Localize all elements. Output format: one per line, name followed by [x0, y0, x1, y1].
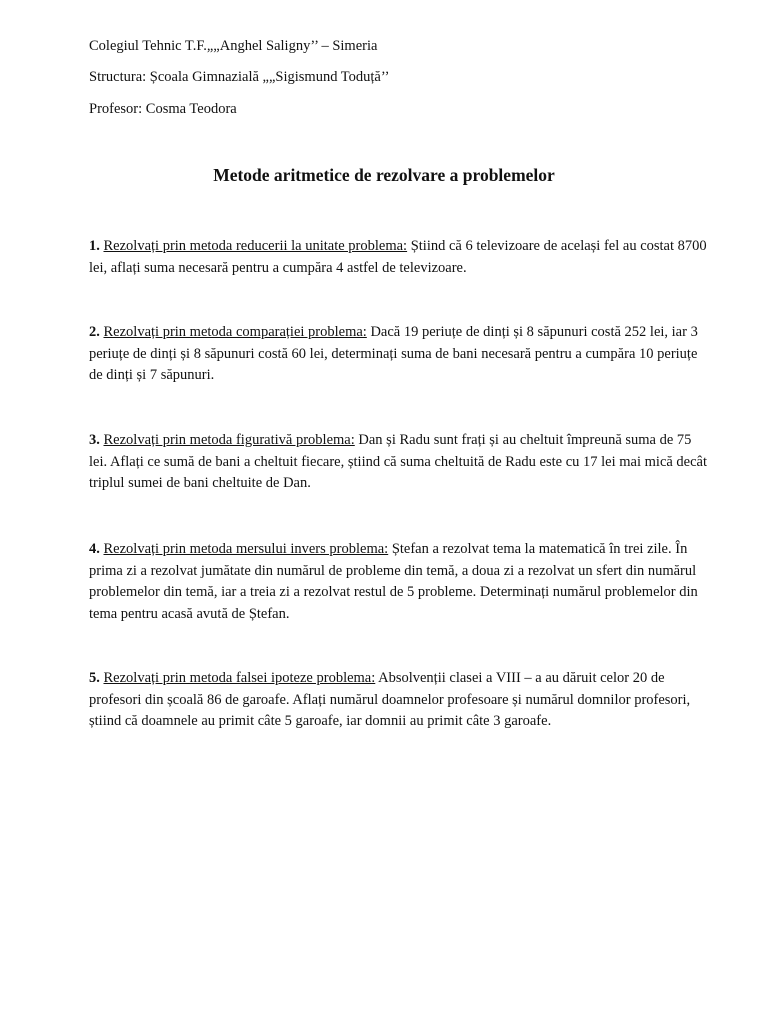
problem-method: Rezolvați prin metoda figurativă problema:: [103, 432, 355, 448]
problem-number: 2.: [89, 324, 100, 340]
problem-number: 4.: [89, 541, 100, 557]
problem-text: Ștefan a rezolvat tema la matematică în trei zile. În prima zi a rezolvat jumătate din numărul de probleme din temă, a doua zi a rezolvat un sfert din numărul problemelor din temă, iar a treia zi a rezolvat restul de 5 probleme. Determinați numărul problemelor din tema pentru acasă avută de Ștefan.: [89, 541, 698, 622]
problem-text: Știind că 6 televizoare de același fel au costat 8700 lei, aflați suma necesară pentru a cumpăra 4 astfel de televizoare.: [89, 238, 707, 276]
problem-1: [89, 236, 709, 279]
problem-text: Dan și Radu sunt frați și au cheltuit împreună suma de 75 lei. Aflați ce sumă de bani a cheltuit fiecare, știind că suma cheltuită de Radu este cu 17 lei mai mică decât triplul sumei de bani cheltuite de Dan.: [89, 432, 708, 491]
problem-number: 3.: [89, 432, 100, 448]
problem-3: [89, 430, 709, 495]
problem-text: Absolvenții clasei a VIII – a au dăruit celor 20 de profesori din școală 86 de garoafe. Aflați numărul doamnelor profesoare și numărul domnilor profesori, știind că doamnele au primit câte 5 garoafe, iar domnii au primit câte 3 garoafe.: [89, 670, 691, 729]
document-title: Metode aritmetice de rezolvare a problemelor: [213, 165, 555, 185]
problem-number: 1.: [89, 238, 100, 254]
teacher-name: Profesor: Cosma Teodora: [89, 101, 237, 117]
problem-method: Rezolvați prin metoda reducerii la unitate problema:: [103, 238, 408, 254]
problem-text: Dacă 19 periuțe de dinți și 8 săpunuri costă 252 lei, iar 3 periuțe de dinți și 8 săpunuri costă 60 lei, determinați suma de bani necesară pentru a cumpăra 10 periuțe de dinți și 7 săpunuri.: [89, 324, 698, 383]
problem-method: Rezolvați prin metoda falsei ipoteze problema:: [103, 670, 376, 686]
problem-method: Rezolvați prin metoda mersului invers problema:: [103, 541, 389, 557]
problem-5: [89, 668, 709, 733]
problem-method: Rezolvați prin metoda comparației problema:: [103, 324, 367, 340]
school-name: Colegiul Tehnic T.F.„„Anghel Saligny’’ – Simeria: [89, 38, 378, 54]
problem-number: 5.: [89, 670, 100, 686]
school-structure: Structura: Școala Gimnazială „„Sigismund Toduță’’: [89, 69, 390, 85]
problem-2: [89, 322, 709, 387]
problem-4: [89, 539, 709, 625]
